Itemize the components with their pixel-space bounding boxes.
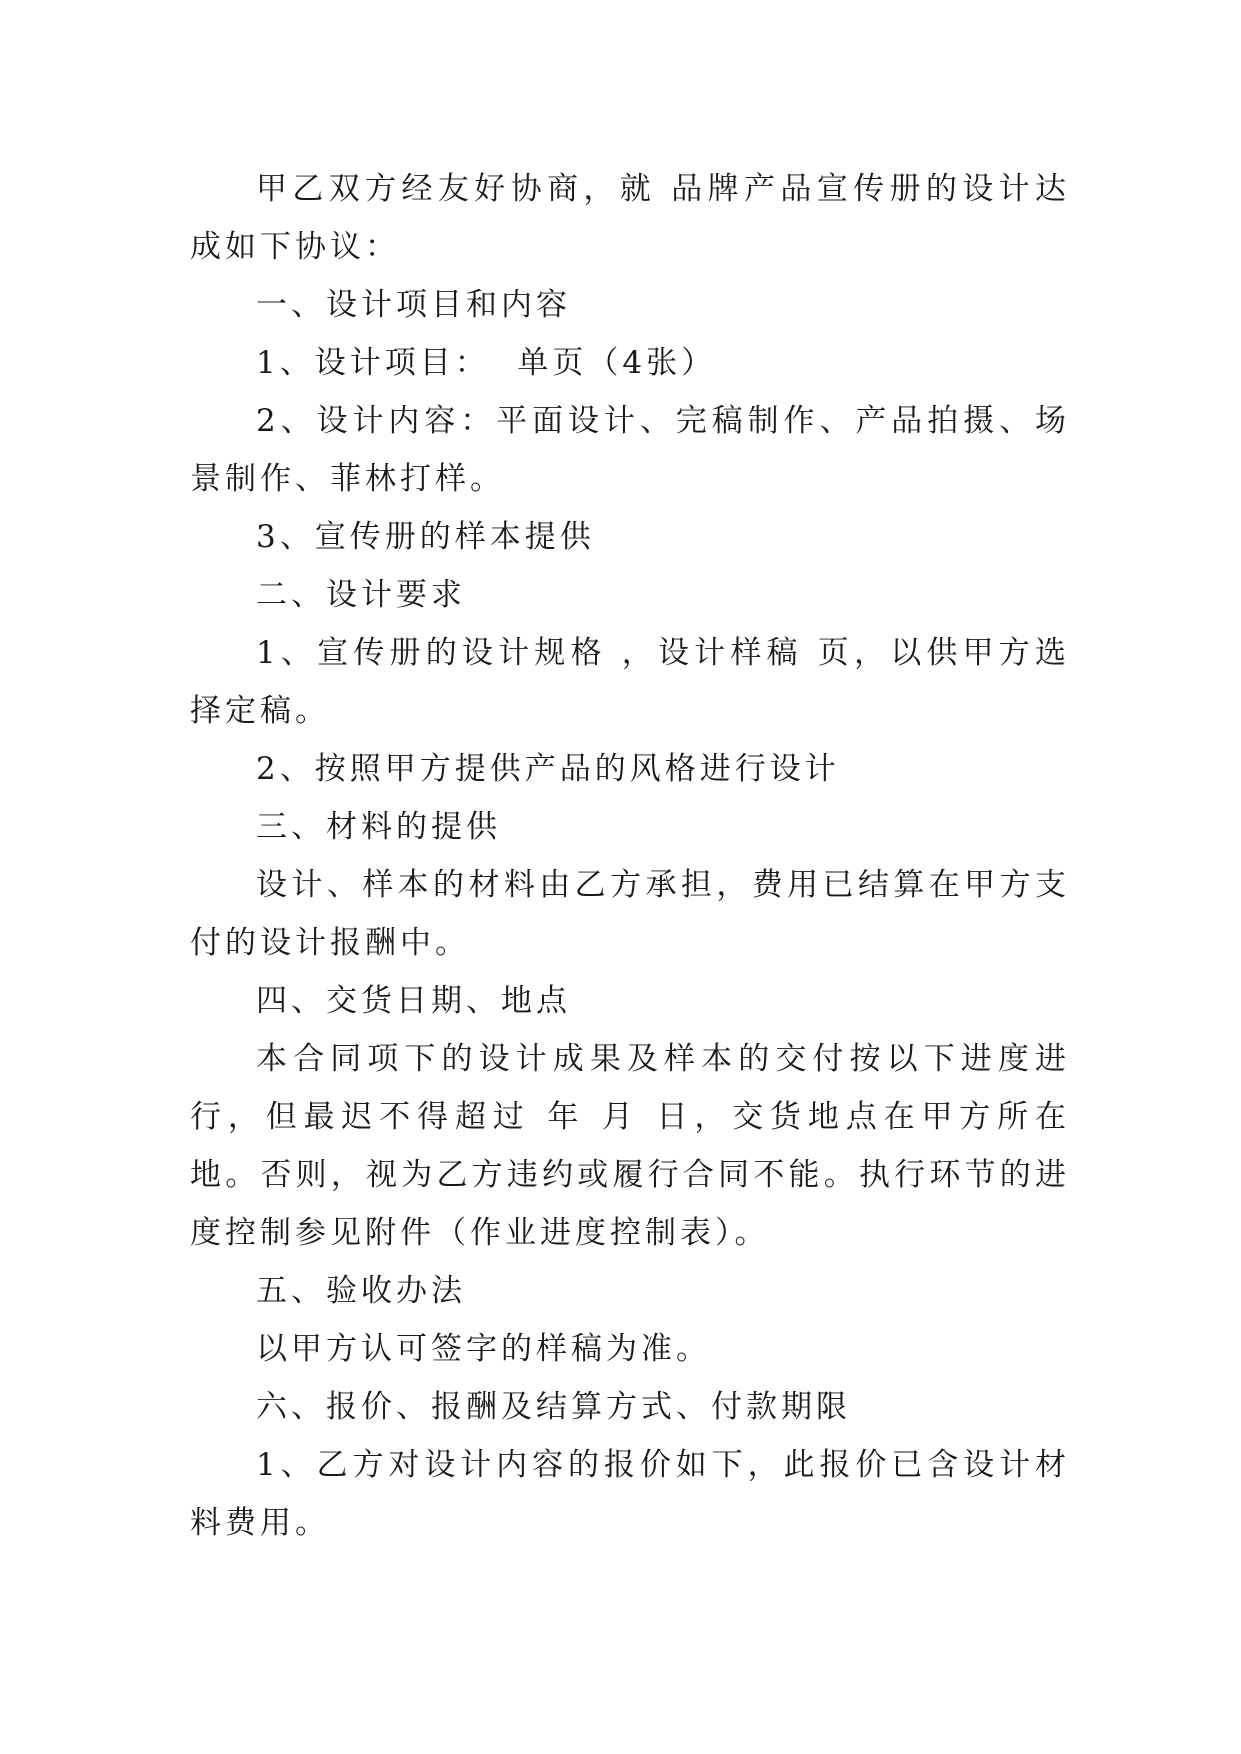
document-body <box>190 160 1070 1552</box>
section-heading-materials: 三、材料的提供 <box>256 809 501 845</box>
clause-quotation: 1、乙方对设计内容的报价如下，此报价已含设计材料费用。 <box>190 1447 1070 1541</box>
section-heading-acceptance: 五、验收办法 <box>256 1273 466 1309</box>
intro-paragraph: 甲乙双方经友好协商，就 品牌产品宣传册的设计达成如下协议： <box>190 171 1070 265</box>
section-heading-design-items: 一、设计项目和内容 <box>256 287 571 323</box>
clause-design-spec: 1、宣传册的设计规格 ，设计样稿 页，以供甲方选择定稿。 <box>190 635 1070 729</box>
clause-delivery: 本合同项下的设计成果及样本的交付按以下进度进行，但最迟不得超过 年 月 日，交货地点在甲方所在地。否则，视为乙方违约或履行合同不能。执行环节的进度控制参见附件（作业进度控制表）。 <box>190 1041 1070 1251</box>
clause-design-style: 2、按照甲方提供产品的风格进行设计 <box>256 751 840 787</box>
section-heading-design-requirements: 二、设计要求 <box>256 577 466 613</box>
clause-acceptance: 以甲方认可签字的样稿为准。 <box>256 1331 711 1367</box>
section-heading-delivery: 四、交货日期、地点 <box>256 983 571 1019</box>
clause-design-content: 2、设计内容：平面设计、完稿制作、产品拍摄、场景制作、菲林打样。 <box>190 403 1070 497</box>
section-heading-payment: 六、报价、报酬及结算方式、付款期限 <box>256 1389 851 1425</box>
clause-sample-provision: 3、宣传册的样本提供 <box>256 519 595 555</box>
clause-design-item: 1、设计项目： 单页（4张） <box>256 345 717 381</box>
clause-materials: 设计、样本的材料由乙方承担，费用已结算在甲方支付的设计报酬中。 <box>190 867 1070 961</box>
